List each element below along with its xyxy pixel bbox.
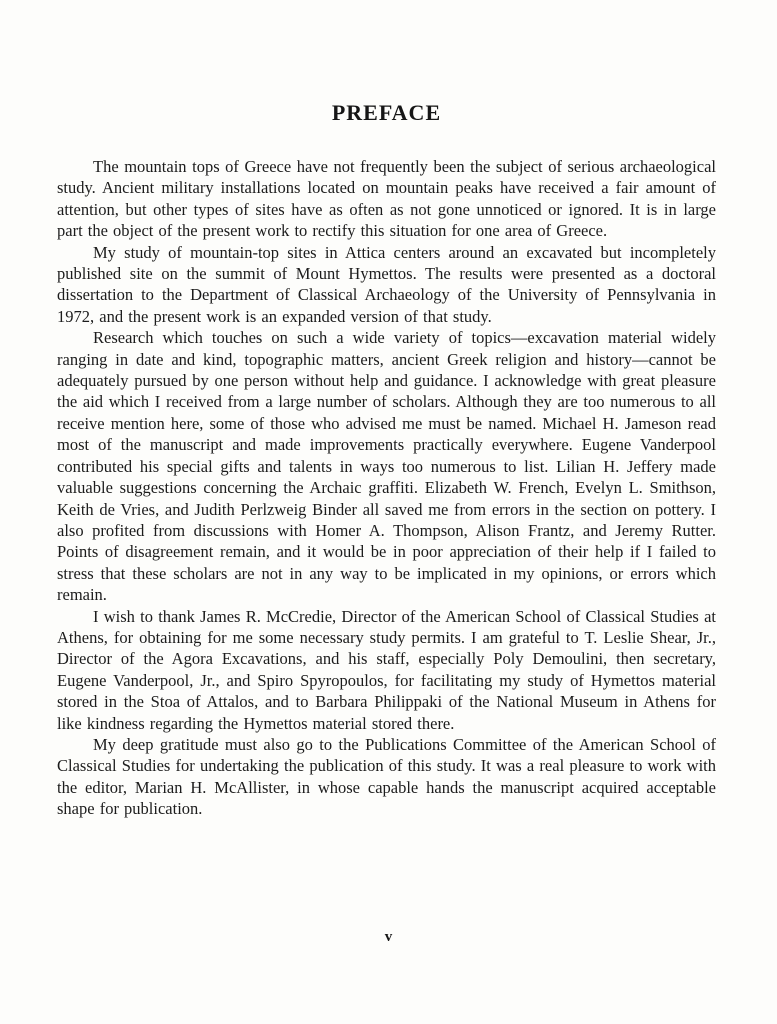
page-number: v [384,929,393,945]
paragraph: Research which touches on such a wide variety of topics—excavation material widely ranging in date and kind, topographic matters, ancient Greek religion and history—cannot be adequately pursued by one person without help and guidance. I acknowledge with great pleasure the aid which I received from a large number of scholars. Although they are too numerous to all receive mention here, some of those who advised me must be named. Michael H. Jameson read most of the manuscript and made improvements practically everywhere. Eugene Vanderpool contributed his special gifts and talents in ways too numerous to list. Lilian H. Jeffery made valuable suggestions concerning the Archaic graffiti. Elizabeth W. French, Evelyn L. Smithson, Keith de Vries, and Judith Perlzweig Binder all saved me from errors in the section on pottery. I also profited from discussions with Homer A. Thompson, Alison Frantz, and Jeremy Rutter. Points of disagreement remain, and it would be in poor appreciation of their help if I failed to stress that these scholars are not in any way to be implicated in my opinions, or errors which remain. [57,328,716,605]
preface-body [57,156,716,820]
paragraph: The mountain tops of Greece have not frequently been the subject of serious archaeological study. Ancient military installations located on mountain peaks have received a fair amount of attention, but other types of sites have as often as not gone unnoticed or ignored. It is in large part the object of the present work to rectify this situation for one area of Greece. [57,157,716,241]
paragraph: My deep gratitude must also go to the Publications Committee of the American School of Classical Studies for undertaking the publication of this study. It was a real pleasure to work with the editor, Marian H. McAllister, in whose capable hands the manuscript acquired acceptable shape for publication. [57,734,716,819]
page-title: PREFACE [331,100,442,125]
paragraph: I wish to thank James R. McCredie, Director of the American School of Classical Studies at Athens, for obtaining for me some necessary study permits. I am grateful to T. Leslie Shear, Jr., Director of the Agora Excavations, and his staff, especially Poly Demoulini, then secretary, Eugene Vanderpool, Jr., and Spiro Spyropoulos, for facilitating my study of Hymettos material stored in the Stoa of Attalos, and to Barbara Philippaki of the National Museum in Athens for like kindness regarding the Hymettos material stored there. [57,606,716,733]
paragraph: My study of mountain-top sites in Attica centers around an excavated but incompletely published site on the summit of Mount Hymettos. The results were presented as a doctoral dissertation to the Department of Classical Archaeology of the University of Pennsylvania in 1972, and the present work is an expanded version of that study. [57,242,716,326]
